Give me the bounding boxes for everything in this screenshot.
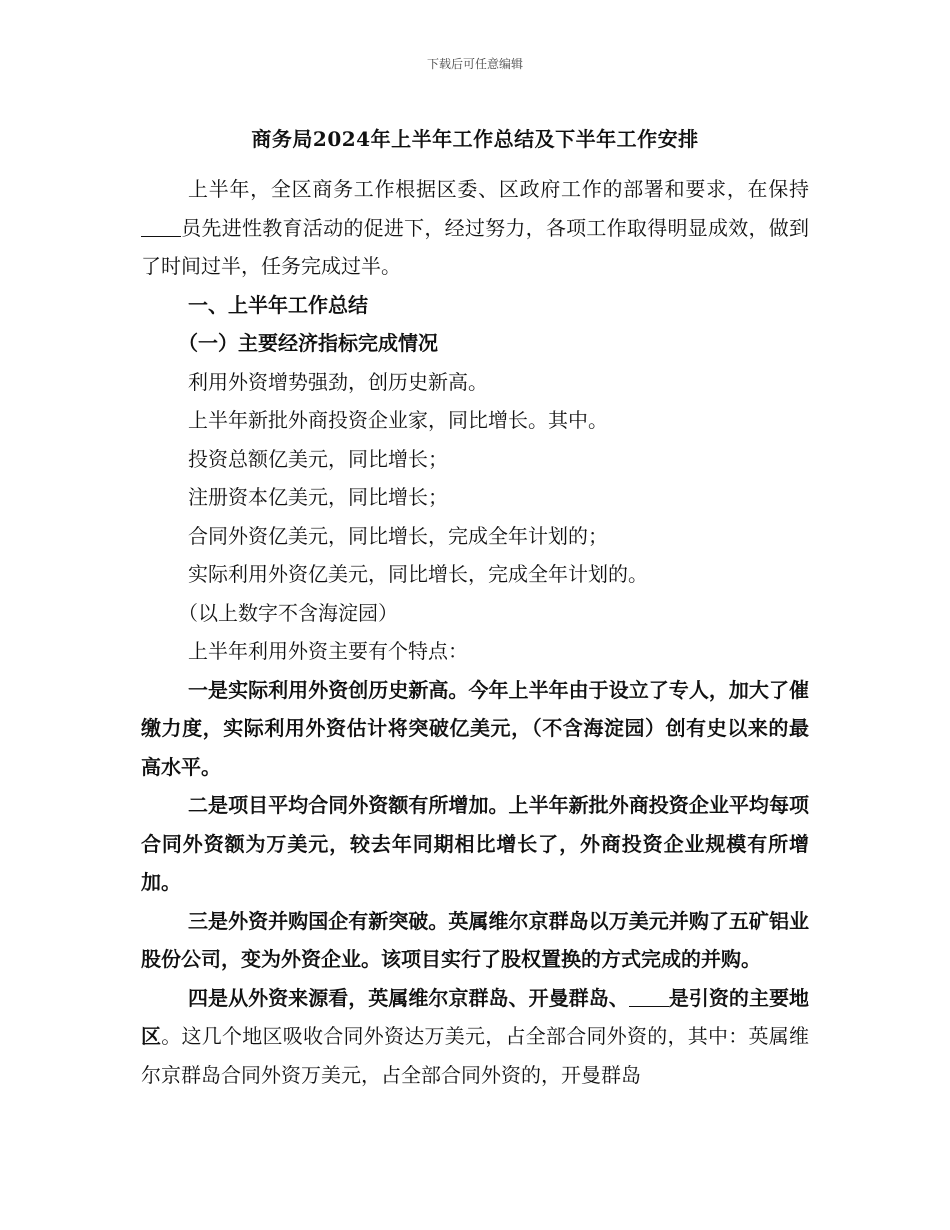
document-title: 商务局2024年上半年工作总结及下半年工作安排 xyxy=(251,127,699,151)
subsection-heading xyxy=(141,324,809,363)
point-paragraph xyxy=(141,671,809,787)
section-heading: 一、上半年工作总结 xyxy=(188,292,368,317)
point-normal-text: 。这几个地区吸收合同外资达万美元，占全部合同外资的，其中：英属维尔京群岛合同外资万美元，占全部合同外资的，开曼群岛 xyxy=(141,1024,809,1087)
fill-blank xyxy=(629,988,669,1007)
point-bold-text: 一是实际利用外资创历史新高。今年上半年由于设立了专人，加大了催缴力度，实际利用外资估计将突破亿美元，（不含海淀园）创有史以来的最高水平。 xyxy=(141,677,809,779)
text-line: 投资总额亿美元，同比增长； xyxy=(188,446,448,471)
point-bold-text: 三是外资并购国企有新突破。英属维尔京群岛以万美元并购了五矿铝业股份公司，变为外资企业。该项目实行了股权置换的方式完成的并购。 xyxy=(141,908,809,971)
point-paragraph xyxy=(141,979,809,1095)
point-bold-text: 是引资的主要地区 xyxy=(141,985,810,1048)
text-line: 上半年利用外资主要有个特点： xyxy=(188,639,468,663)
point-paragraph xyxy=(141,902,809,979)
intro-text-before: 上半年，全区商务工作根据区委、区政府工作的部署和要求，在保持 xyxy=(188,177,809,201)
text-line xyxy=(141,594,809,633)
document-body xyxy=(141,170,809,1094)
point-bold-text: 四是从外资来源看，英属维尔京群岛、开曼群岛、 xyxy=(188,985,629,1010)
text-line-note: （以上数字不含海淀园） xyxy=(178,600,398,625)
intro-text-after: 员先进性教育活动的促进下，经过努力，各项工作取得明显成效，做到了时间过半，任务完成过半。 xyxy=(141,215,809,278)
point-bold-text: 二是项目平均合同外资额有所增加。上半年新批外商投资企业平均每项合同外资额为万美元，较去年同期相比增长了，外商投资企业规模有所增加。 xyxy=(141,793,809,894)
text-line: 实际利用外资亿美元，同比增长，完成全年计划的。 xyxy=(188,562,648,586)
intro-paragraph xyxy=(141,170,809,286)
text-line: 利用外资增势强劲，创历史新高。 xyxy=(188,369,488,394)
point-paragraph xyxy=(141,786,809,902)
text-line: 注册资本亿美元，同比增长； xyxy=(188,485,448,509)
subsection-heading-text: （一）主要经济指标完成情况 xyxy=(178,331,438,355)
text-line: 上半年新批外商投资企业家，同比增长。其中。 xyxy=(188,408,608,432)
text-line: 合同外资亿美元，同比增长，完成全年计划的； xyxy=(188,523,608,548)
header-note: 下载后可任意编辑 xyxy=(426,57,523,71)
fill-blank xyxy=(141,218,181,237)
